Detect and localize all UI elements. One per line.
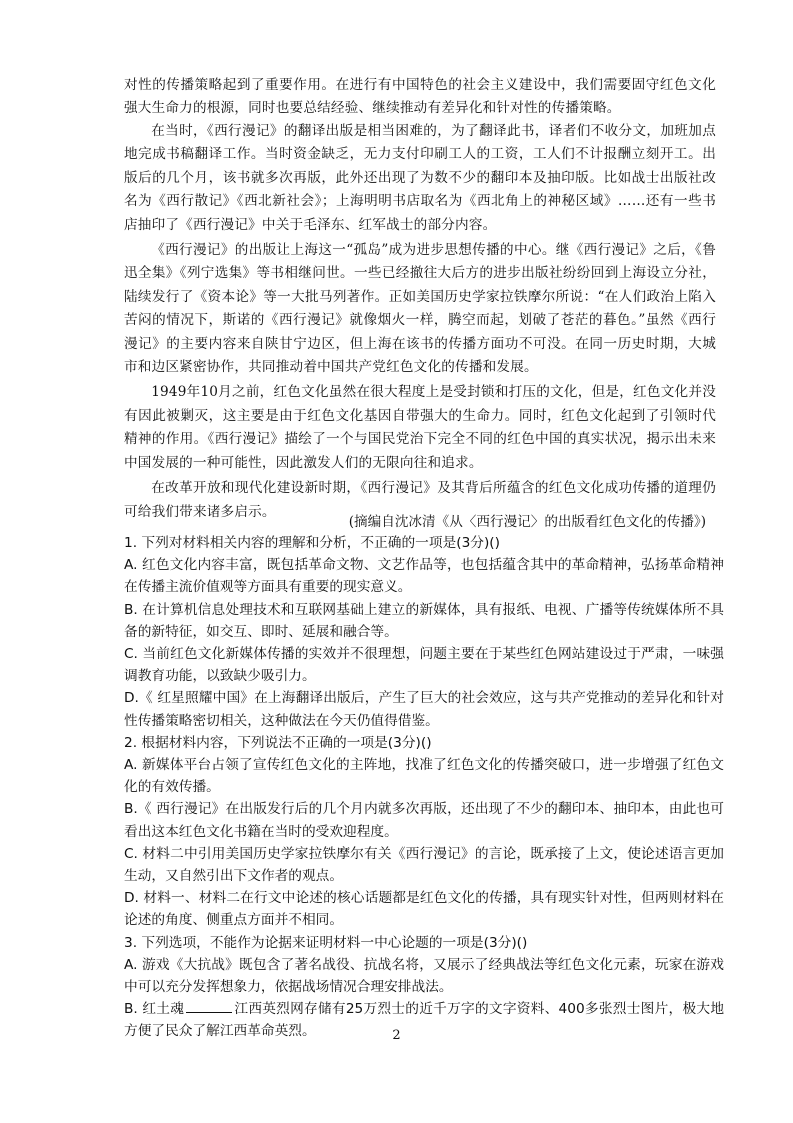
option-b-text: 江西英烈网存储有25万烈士的近千万字的文字资料、400多张烈士图片，极大地方便了民众了解江西革命英烈。	[124, 1001, 725, 1040]
question-1-option-c: C. 当前红色文化新媒体传播的实效并不很理想，问题主要在于某些红色网站建设过于严肃，一味强调教育功能，以致缺少吸引力。	[124, 646, 724, 685]
source-citation: (摘编自沈冰清《从〈西行漫记〉的出版看红色文化的传播》)	[348, 514, 706, 530]
page-number: 2	[392, 1028, 401, 1043]
question-2-option-b: B.《 西行漫记》在出版发行后的几个月内就多次再版，还出现了不少的翻印本、抽印本，由此也可看出这本红色文化书籍在当时的受欢迎程度。	[124, 801, 724, 840]
question-1-option-a: A. 红色文化内容丰富，既包括革命文物、文艺作品等，也包括蕴含其中的革命精神，弘扬革命精神在传播主流价值观等方面具有重要的现实意义。	[124, 557, 724, 596]
passage-body	[124, 120, 716, 524]
passage-paragraph: 在改革开放和现代化建设新时期，《西行漫记》及其背后所蕴含的红色文化成功传播的道理仍可给我们带来诸多启示。	[124, 480, 716, 520]
question-2-option-d: D. 材料一、材料二在行文中论述的核心话题都是红色文化的传播，具有现实针对性，但两则材料在论述的角度、侧重点方面并不相同。	[124, 890, 724, 929]
passage-continuation	[124, 74, 716, 121]
question-1-option-d: D.《 红星照耀中国》在上海翻译出版后，产生了巨大的社会效应，这与共产党推动的差异化和针对性传播策略密切相关，这种做法在今天仍值得借鉴。	[124, 690, 724, 729]
passage-paragraph: 1949年10月之前，红色文化虽然在很大程度上是受封锁和打压的文化，但是，红色文化并没有因此被剿灭，这主要是由于红色文化基因自带强大的生命力。同时，红色文化起到了引领时代精神的作用。《西行漫记》描绘了一个与国民党治下完全不同的红色中国的真实状况，揭示出未来中国发展的一种可能性，因此激发人们的无限向往和追求。	[124, 384, 716, 471]
fill-blank	[186, 998, 232, 1013]
question-2-option-c: C. 材料二中引用美国历史学家拉铁摩尔有关《西行漫记》的言论，既承接了上文，使论述语言更加生动，又自然引出下文作者的观点。	[124, 845, 724, 885]
question-3-stem: 3. 下列选项，不能作为论据来证明材料一中心论题的一项是(3分)()	[124, 934, 528, 951]
question-2-stem: 2. 根据材料内容，下列说法不正确的一项是(3分)()	[124, 734, 432, 751]
questions-section	[124, 532, 724, 1043]
passage-paragraph: 《西行漫记》的出版让上海这一“孤岛”成为进步思想传播的中心。继《西行漫记》之后，《鲁迅全集》《列宁选集》等书相继问世。一些已经撤往大后方的进步出版社纷纷回到上海设立分社，陆续发行了《资本论》等一大批马列著作。正如美国历史学家拉铁摩尔所说：“在人们政治上陷入苦闷的情况下，斯诺的《西行漫记》就像烟火一样，腾空而起，划破了苍茫的暮色。”虽然《西行漫记》的主要内容来自陕甘宁边区，但上海在该书的传播方面功不可没。在同一历史时期，大城市和边区紧密协作，共同推动着中国共产党红色文化的传播和发展。	[124, 242, 716, 376]
passage-paragraph: 在当时，《西行漫记》的翻译出版是相当困难的，为了翻译此书，译者们不收分文，加班加点地完成书稿翻译工作。当时资金缺乏，无力支付印刷工人的工资，工人们不计报酬立刻开工。出版后的几个月，该书就多次再版，此外还出现了为数不少的翻印本及抽印版。比如战士出版社改名为《西行散记》《西北新社会》；上海明明书店取名为《西北角上的神秘区域》……还有一些书店抽印了《西行漫记》中关于毛泽东、红军战士的部分内容。	[124, 123, 716, 233]
question-1-option-b: B. 在计算机信息处理技术和互联网基础上建立的新媒体，具有报纸、电视、广播等传统媒体所不具备的新特征，如交互、即时、延展和融合等。	[124, 601, 724, 640]
question-1-stem: 1. 下列对材料相关内容的理解和分析，不正确的一项是(3分)()	[124, 535, 500, 551]
passage-paragraph: 对性的传播策略起到了重要作用。在进行有中国特色的社会主义建设中，我们需要固守红色文化强大生命力的根源，同时也要总结经验、继续推动有差异化和针对性的传播策略。	[124, 77, 716, 117]
option-b-prefix: B. 红土魂	[124, 1001, 185, 1018]
question-3-option-a: A. 游戏《大抗战》既包含了著名战役、抗战名将，又展示了经典战法等红色文化元素，玩家在游戏中可以充分发挥想象力，依据战场情况合理安排战法。	[124, 956, 724, 996]
question-2-option-a: A. 新媒体平台占领了宣传红色文化的主阵地，找准了红色文化的传播突破口，进一步增强了红色文化的有效传播。	[124, 757, 724, 796]
